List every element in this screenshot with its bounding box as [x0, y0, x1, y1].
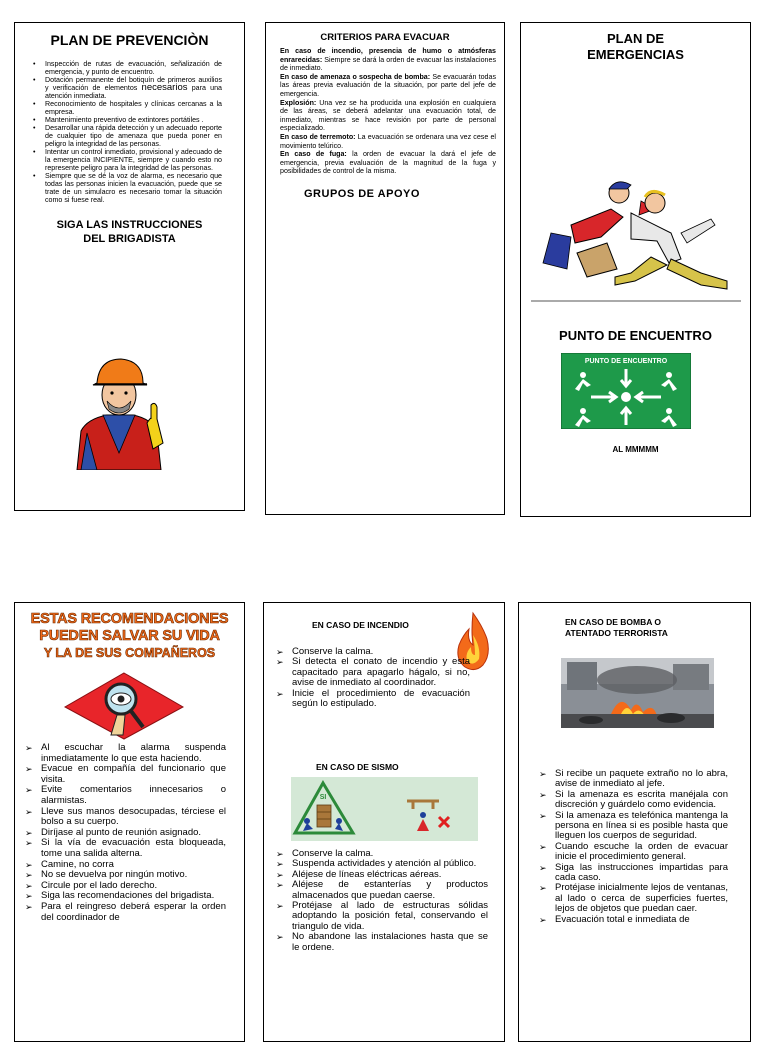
list-item: ➢ No abandone las instalaciones hasta que se le ordene. [270, 932, 488, 953]
siga-instrucciones-heading: SIGA LAS INSTRUCCIONES DEL BRIGADISTA [56, 219, 203, 245]
panel-plan-emergencias [520, 22, 751, 517]
list-item: ➢ Siga las recomendaciones del brigadista. [19, 891, 226, 902]
list-item: ➢ Suspenda actividades y atención al público. [270, 859, 488, 869]
list-item: ➢ Si la amenaza es escrita manéjala con discreción y guárdelo como evidencia. [533, 790, 728, 811]
panel-criterios-evacuar [265, 22, 505, 515]
recomendaciones-heading: ESTAS RECOMENDACIONES PUEDEN SALVAR SU VIDA Y LA DE SUS COMPAÑEROS [30, 611, 229, 660]
si-label: SI [319, 794, 327, 801]
list-item: ➢ Cuando escuche la orden de evacuar inicie el procedimiento general. [533, 842, 728, 863]
panel-recomendaciones [14, 602, 245, 1042]
explosion-scene-photo [561, 658, 714, 728]
punto-encuentro-sign [561, 353, 691, 429]
list-item: ➢ Protéjase al lado de estructuras sólidas adoptando la posición fetal, conservando el triangulo de vida. [270, 901, 488, 932]
list-item: • Siempre que se dé la voz de alarma, es necesario que todas las personas inicien la evacuación, puede que se trate de un simulacro es necesario tomar la situación como si fuese real. [15, 172, 222, 204]
list-item: ➢ Diríjase al punto de reunión asignado. [19, 828, 226, 839]
list-item: ➢ Inicie el procedimiento de evacuación según lo estipulado. [270, 689, 470, 710]
list-item: ➢ Aléjese de líneas eléctricas aéreas. [270, 870, 488, 880]
list-item: ➢ Si la vía de evacuación esta bloqueada, tome una salida alterna. [19, 838, 226, 859]
sismo-triangle-illustration [291, 777, 478, 841]
list-item: • Desarrollar una rápida detección y un adecuado reporte de cualquier tipo de amenaza que pueda poner en peligro la integridad de las personas. [15, 124, 222, 148]
list-item: • Dotación permanente del botiquín de primeros auxilios y verificación de elementos necesarios para una atención inmediata. [15, 76, 222, 100]
punto-encuentro-heading: PUNTO DE ENCUENTRO [559, 328, 712, 343]
list-item: ➢ Conserve la calma. [270, 849, 488, 859]
criterios-body: En caso de incendio, presencia de humo o atmósferas enrarecidas: Siempre se dará la orden de evacuar las instalaciones de inmediato. En caso de amenaza o sospecha de bomba: Se evacuarán todas las áreas previa evaluación de la situación, por parte del jefe de emergencia. Explosión: Una vez se ha producida una explosión en cualquiera de las áreas, se deberá adelantar una evacuación total, de inmediato, mientras se hace revisión por parte de personal especializado. En caso de terremoto: La evacuación se ordenara una vez cese el movimiento telúrico. En caso de fuga: la orden de evacuar la dará el jefe de emergencia, previa evaluación de la magnitud de la fuga y posibilidades de control de la misma. [280, 47, 496, 176]
sismo-heading: EN CASO DE SISMO [316, 762, 399, 772]
running-people-illustration [531, 173, 741, 303]
plan-emergencias-title: PLAN DE EMERGENCIAS [587, 31, 684, 62]
incendio-list [270, 647, 470, 709]
list-item: ➢ Evite comentarios innecesarios o alarmistas. [19, 785, 226, 806]
list-item: ➢ Si la amenaza es telefónica mantenga la persona en línea si es posible hasta que lleguen los cuerpos de seguridad. [533, 811, 728, 842]
list-item: • Reconocimiento de hospitales y clínicas cercanas a la empresa. [15, 100, 222, 116]
list-item: ➢ Aléjese de estanterías y productos almacenados que puedan caerse. [270, 880, 488, 901]
list-item: ➢ No se devuelva por ningún motivo. [19, 870, 226, 881]
al-location-text: AL MMMMM [612, 445, 659, 454]
list-item: • Mantenimiento preventivo de extintores portátiles . [15, 116, 222, 124]
list-item: ➢ Evacuación total e inmediata de [533, 915, 728, 925]
sismo-list [270, 849, 488, 953]
plan-prevencion-title: PLAN DE PREVENCIÒN [50, 32, 209, 48]
recomendaciones-list [19, 743, 226, 923]
list-item: ➢ Camine, no corra [19, 860, 226, 871]
criterios-title: CRITERIOS PARA EVACUAR [320, 32, 450, 43]
list-item: ➢ Evacue en compañía del funcionario que visita. [19, 764, 226, 785]
prevencion-list [15, 60, 222, 204]
incendio-heading: EN CASO DE INCENDIO [312, 620, 409, 630]
list-item: ➢ Para el reingreso deberá esperar la orden del coordinador de [19, 902, 226, 923]
list-item: ➢ Al escuchar la alarma suspenda inmediatamente lo que esta haciendo. [19, 743, 226, 764]
list-item: • Intentar un control inmediato, provisional y adecuado de la emergencia INCIPIENTE, siempre y cuando esto no represente peligro para la integridad de las personas. [15, 148, 222, 172]
panel-plan-prevencion [14, 22, 245, 511]
sign-label: PUNTO DE ENCUENTRO [584, 358, 668, 365]
brigadista-worker-illustration [67, 353, 172, 470]
list-item: ➢ Protéjase inicialmente lejos de ventanas, al lado o cerca de superficies fuertes, lejos de objetos que puedan caer. [533, 883, 728, 914]
list-item: ➢ Si detecta el conato de incendio y esta capacitado para apagarlo hágalo, si no, avise de inmediato al coordinador. [270, 657, 470, 688]
bomba-heading: EN CASO DE BOMBA O ATENTADO TERRORISTA [565, 617, 668, 638]
list-item: ➢ Circule por el lado derecho. [19, 881, 226, 892]
list-item: ➢ Conserve la calma. [270, 647, 470, 657]
list-item: ➢ Lleve sus manos desocupadas, térciese el bolso a su cuerpo. [19, 807, 226, 828]
list-item: ➢ Si recibe un paquete extraño no lo abra, avise de inmediato al jefe. [533, 769, 728, 790]
panel-bomba-atentado [518, 602, 751, 1042]
panel-incendio-sismo [263, 602, 505, 1042]
bomba-list [533, 769, 728, 925]
magnifier-diamond-illustration [63, 671, 185, 741]
grupos-apoyo-heading: GRUPOS DE APOYO [304, 187, 420, 200]
list-item: • Inspección de rutas de evacuación, señalización de emergencia, y punto de encuentro. [15, 60, 222, 76]
list-item: ➢ Siga las instrucciones impartidas para cada caso. [533, 863, 728, 884]
